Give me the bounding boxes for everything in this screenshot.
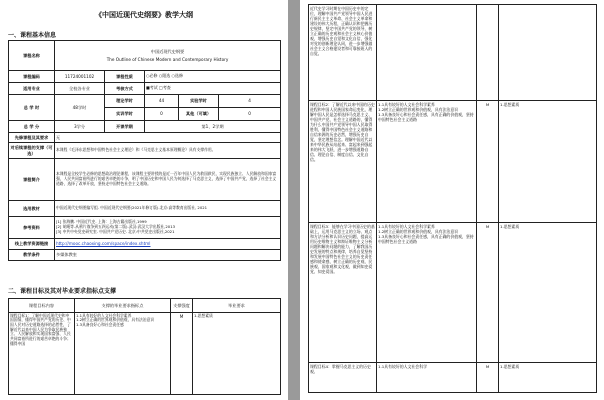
term-label: 开课学期	[105, 121, 145, 133]
followup-label: 对后续课程的支撑（可选）	[9, 143, 55, 159]
intro-label: 课程简介	[9, 159, 55, 201]
exp-hours: 4	[219, 95, 281, 108]
goals-header-content: 课程目标内容	[9, 299, 75, 313]
goal-4-content: 课程目标4：掌握马克思主义的历史观、	[309, 363, 377, 393]
major: 全校各专业	[55, 83, 105, 95]
weblink[interactable]: http://mooc.chaoxing.com/space/index.shtml	[55, 239, 281, 250]
credit-label: 总 学 分	[9, 121, 55, 133]
prereq: 无	[55, 133, 281, 143]
major-label: 适用专业	[9, 83, 55, 95]
goal-1-indicator: 1.1具有较好的人文社会科学素养 1.2树立正确的世界观和价值观，具有法治意识 1.3具备良好心和社会责任感	[75, 313, 171, 395]
goal-1-content: 课程目标1：了解中国近现代史和中国国情，懂得中国共产党的历史、中国人民对历史道路选择的必然性，了解近代以来中国人民为争取民族独立、人民解放和实现国家富强、人民共同富裕所进行的艰苦卓绝的斗争；懂得中国	[9, 313, 75, 395]
goal-1-strength: M	[171, 313, 193, 395]
goal-2-indicator: 1.1具有较好的人文社会科学素养 1.2树立正确的世界观和价值观，具有法治意识 1.3具备良好心和社会责任感，具有正确的价值观，坚持中国特色社会主义道路	[377, 101, 477, 223]
section-basic-info-title: 一、课程基本信息	[8, 32, 57, 39]
exam-options: ■考试 □考查	[145, 83, 281, 95]
document-title: 《中国近现代史纲要》教学大纲	[95, 11, 193, 19]
textbook-label: 选用教材	[9, 201, 55, 217]
goals-table-continued	[308, 4, 597, 393]
course-code-label: 课程编码	[9, 71, 55, 83]
theory-hours: 44	[145, 95, 179, 108]
goals-header-indicator: 支撑的毕业要求指标点	[75, 299, 171, 313]
textbook: 中国近现代史纲要编写组. 中国近现代史纲要(2021年修订版).北京:高等教育出版社, 2021	[55, 201, 281, 217]
goal-2-requirement: 1.思想素质	[499, 101, 597, 223]
condition-label: 教学条件	[9, 250, 55, 261]
ref-item: [1] 张海鹏. 中国近代史. 上海：上海古籍出版社,1999	[56, 219, 147, 225]
course-name-en: The Outline of Chinese Modern and Contemporary History	[106, 57, 229, 62]
goal-4-indicator: 1.1具有较好的人文社会科学	[377, 363, 477, 393]
document-page-left	[0, 0, 288, 400]
goals-header-strength: 支撑强度	[171, 299, 193, 313]
intro: 本课程是全校学生必修的思想政治理论课程，该课程主要讲授的是近一百年中国人民为救国救民，实现民族独立、人民解放和国家富强，人民共同富裕所进行的艰苦卓绝的斗争，明了中国历史和中国人民为何选择了马克思主义，选择了中国共产党，选择了社会主义道路，选择了改革开放，坚持走中国特色社会主义道路。	[55, 159, 281, 201]
goal-3-strength: M	[477, 223, 499, 363]
goal-2-content: 课程目标2：了解近代以来中国的历史进程和中国人民族国家命运变化，理解中国人民是怎样选择马克思主义、中国共产党、社会主义道路的，懂得为什么中国共产党领导中国人民取得胜利，懂得中国特色社会主义道路和自信来源的历史必然，增强历史自觉，坚定理想信念。理解中国近代以来中华民族从站起来、富起来到强起来的伟大飞跃，进一步增强道路自信、理论自信、制度自信、文化自信。	[309, 101, 377, 223]
goal-3-requirement: 1.思想素质	[499, 223, 597, 363]
goal-2-strength: M	[477, 101, 499, 223]
course-name-cell	[55, 41, 281, 71]
term: 第1、2学期	[145, 121, 281, 133]
course-code: 11724001102	[55, 71, 105, 83]
refs-cell	[55, 217, 281, 239]
followup: 本课程《毛泽东思想和中国特色社会主义理论》和《马克思主义基本原理概论》具有支撑作用。	[55, 143, 281, 159]
course-name-cn: 中国近现代史纲要	[150, 48, 185, 54]
ref-item: [2] 胡绳等.从鸦片战争到五四运动(第二版).武汉:武汉大学出版社,2013	[56, 224, 176, 230]
goal-1-cont-indicator	[377, 5, 477, 101]
practice-hours-label: 实训学时	[105, 108, 145, 121]
practice-hours: 0	[145, 108, 179, 121]
goal-1-cont-strength	[477, 5, 499, 101]
document-page-right	[300, 0, 604, 400]
goal-4-strength: M	[477, 363, 499, 393]
course-type-label: 课程性质	[105, 71, 145, 83]
goal-1-requirement: 1.思想素质	[193, 313, 281, 395]
exp-hours-label: 实验学时	[179, 95, 219, 108]
goal-1-cont-requirement	[499, 5, 597, 101]
goal-3-content: 课程目标3：能够在学习中国历史的基础上，运用马克思主义的立场、观点和方法分析和认识历史问题，提高运用历史唯物主义和辩证唯物主义分析问题和解决问题的能力，了解我国历史发展的特点和规律，培养自觉坚持和发展中国特色社会主义的历史责任感和使命感，树立正确的历史观、民族观、国家观和文化观，做到知史爱党、知史爱国。	[309, 223, 377, 363]
weblink-label: 线上教学资源链接	[9, 239, 55, 250]
total-hours-label: 总 学 时	[9, 95, 55, 121]
goals-table	[8, 298, 281, 395]
exam-label: 考核方式	[105, 83, 145, 95]
total-hours: 48学时	[55, 95, 105, 121]
other-hours: 0	[219, 108, 281, 121]
prereq-label: 先修课程及其要求	[9, 133, 55, 143]
condition: 多媒体教室	[55, 250, 281, 261]
refs-label: 参考资料	[9, 217, 55, 239]
course-name-label: 课程名称	[9, 41, 55, 71]
goal-4-requirement: 1.思想素质	[499, 363, 597, 393]
credit: 3学分	[55, 121, 105, 133]
theory-hours-label: 理论学时	[105, 95, 145, 108]
other-hours-label: 其他（可填）	[179, 108, 219, 121]
goal-1-continued: 近代史学习时期在中国历史中的定位，理解中国共产党领导中国人民进行新民主主义革命、社会主义革命和建设的伟大历程，正确认识和把握历史规律，坚定中国共产党的领导，树立正确的历史观和社会主义核心价值观，增强历史自觉和文化自信，强化对党的创新理论认同，进一步增强做社会主义合格建设者和可靠接班人的自觉。	[309, 5, 377, 101]
goals-header-requirement: 毕业要求	[193, 299, 281, 313]
course-type-options: ○必修 ○限选 ○选修	[145, 71, 281, 83]
basic-info-table	[8, 40, 281, 261]
goal-3-indicator: 1.1具有较好的人文社会科学素养 1.2树立正确的世界观和价值观，具有法治意识 1.3具备良好心和社会责任感，具有正确的价值观，坚持中国特色社会主义道路	[377, 223, 477, 363]
ref-item: [3] 中共中央党史研究室. 中国共产党历史. 北京:中共党史出版社,2021	[56, 228, 175, 234]
section-goals-title: 二、课程目标及其对毕业要求指标点支撑	[8, 288, 117, 295]
